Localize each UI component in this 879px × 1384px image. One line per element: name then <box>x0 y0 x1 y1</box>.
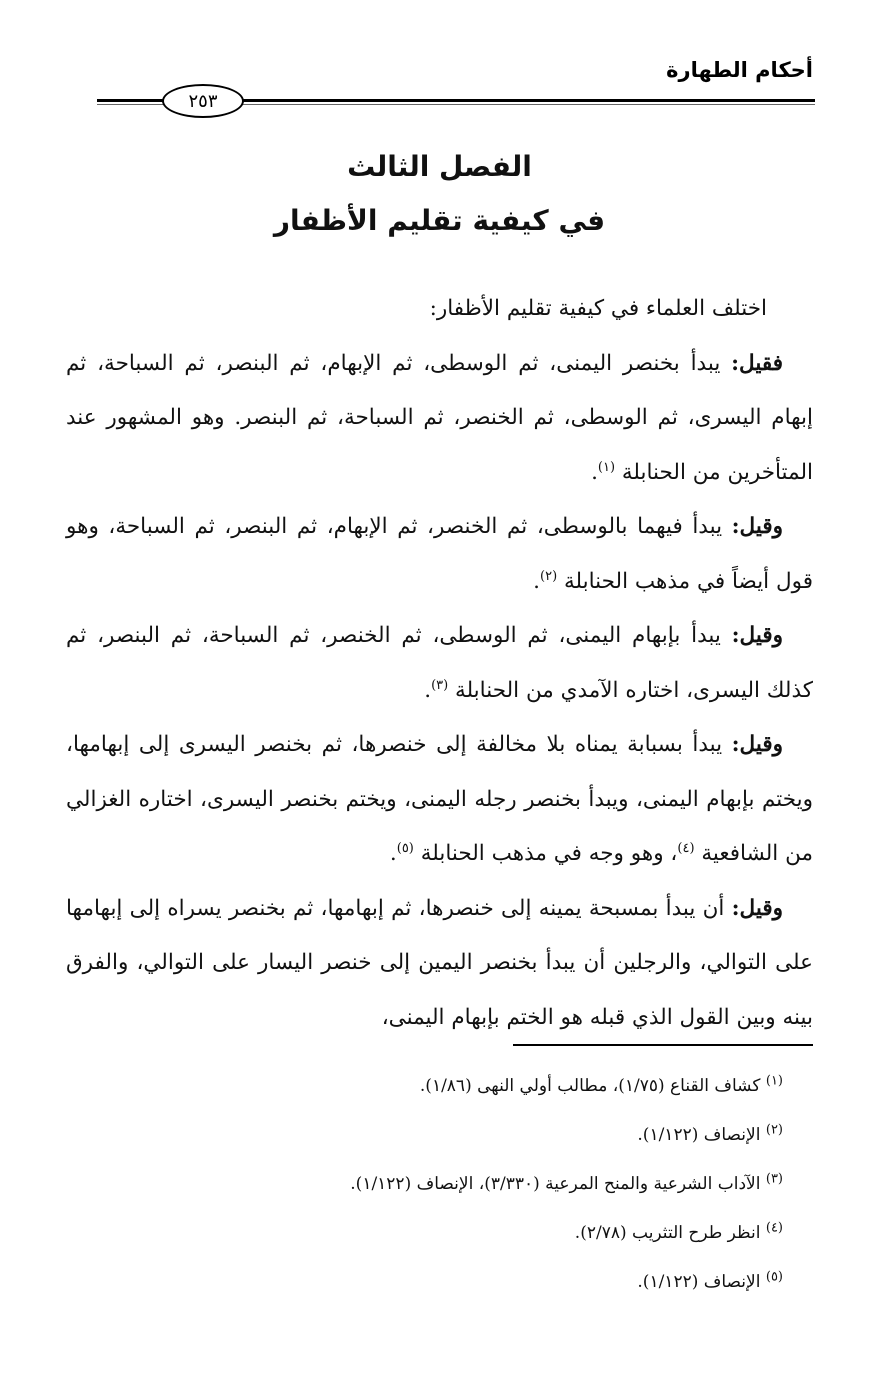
paragraph <box>66 500 813 609</box>
paragraph-tail: . <box>424 677 432 703</box>
footnote-text: الآداب الشرعية والمنح المرعية (٣/٣٣٠)، الإنصاف (١/١٢٢). <box>350 1174 766 1194</box>
paragraph-text: يبدأ بسبابة يمناه بلا مخالفة إلى خنصرها، ثم بخنصر اليسرى إلى إبهامها، ويختم بإبهام اليمنى، ويبدأ بخنصر رجله اليمنى، ويختم بخنصر اليسرى، اختاره الغزالي من الشافعية <box>66 732 813 866</box>
footnote-number: (١) <box>765 1073 783 1089</box>
footnote-text: كشاف القناع (١/٧٥)، مطالب أولي النهى (١/٨٦). <box>419 1076 766 1096</box>
paragraph <box>66 609 813 718</box>
footnote-number: (٤) <box>765 1220 783 1236</box>
paragraph-lead: فقيل: <box>731 350 783 376</box>
page-number: ٢٥٣ <box>162 84 244 118</box>
footnote-number: (٢) <box>765 1122 783 1138</box>
body-text <box>66 282 813 1045</box>
intro-paragraph: اختلف العلماء في كيفية تقليم الأظفار: <box>429 296 767 321</box>
footnote-item <box>40 1160 783 1209</box>
footnote-ref[interactable]: (١) <box>597 459 616 475</box>
paragraph <box>66 337 813 501</box>
footnote-item <box>40 1062 783 1111</box>
footnote-item <box>40 1258 783 1307</box>
footnote-text: الإنصاف (١/١٢٢). <box>637 1125 766 1145</box>
paragraph-lead: وقيل: <box>731 732 783 757</box>
book-title: أحكام الطهارة <box>666 58 813 82</box>
footnote-number: (٥) <box>765 1269 783 1285</box>
paragraph-tail: . <box>389 841 397 866</box>
footnote-ref[interactable]: (٢) <box>540 568 558 584</box>
paragraph-lead: وقيل: <box>731 623 783 648</box>
footnotes <box>40 1062 783 1307</box>
footnote-number: (٣) <box>765 1171 783 1187</box>
paragraph <box>66 882 813 1046</box>
paragraph-tail: . <box>591 459 598 485</box>
paragraph-lead: وقيل: <box>731 514 783 539</box>
footnote-item <box>40 1209 783 1258</box>
footnote-item <box>40 1111 783 1160</box>
chapter-heading: الفصل الثالث <box>347 150 532 183</box>
paragraph <box>66 718 813 882</box>
paragraph-text: يبدأ بإبهام اليمنى، ثم الوسطى، ثم الخنصر، ثم السباحة، ثم البنصر، ثم كذلك اليسرى، اختاره الآمدي من الحنابلة <box>66 623 813 703</box>
chapter-subheading: في كيفية تقليم الأظفار <box>273 204 606 237</box>
paragraph-text: يبدأ بخنصر اليمنى، ثم الوسطى، ثم الإبهام، ثم البنصر، ثم السباحة، ثم إبهام اليسرى، ثم الوسطى، ثم الخنصر، ثم السباحة، ثم البنصر. وهو المشهور عند المتأخرين من الحنابلة <box>66 350 813 485</box>
footnote-ref[interactable]: (٣) <box>431 677 449 693</box>
footnote-text: الإنصاف (١/١٢٢). <box>637 1272 766 1292</box>
paragraph-text: أن يبدأ بمسبحة يمينه إلى خنصرها، ثم إبهامها، ثم بخنصر يسراه إلى إبهامها على التوالي، والرجلين أن يبدأ بخنصر اليمين إلى خنصر اليسار على التوالي، والفرق بينه وبين القول الذي قبله هو الختم بإبهام اليمنى، <box>66 895 813 1030</box>
paragraph-tail: . <box>533 568 540 594</box>
paragraph-text: يبدأ فيهما بالوسطى، ثم الخنصر، ثم الإبهام، ثم البنصر، ثم السباحة، وهو قول أيضاً في مذهب الحنابلة <box>66 514 813 594</box>
footnote-text: انظر طرح التثريب (٢/٧٨). <box>574 1223 766 1243</box>
paragraph-lead: وقيل: <box>731 895 783 921</box>
footnote-ref[interactable]: (٥) <box>396 840 414 856</box>
paragraph-tail: ، وهو وجه في مذهب الحنابلة <box>413 841 678 866</box>
footnote-ref[interactable]: (٤) <box>677 840 695 856</box>
footnote-divider <box>513 1044 813 1046</box>
